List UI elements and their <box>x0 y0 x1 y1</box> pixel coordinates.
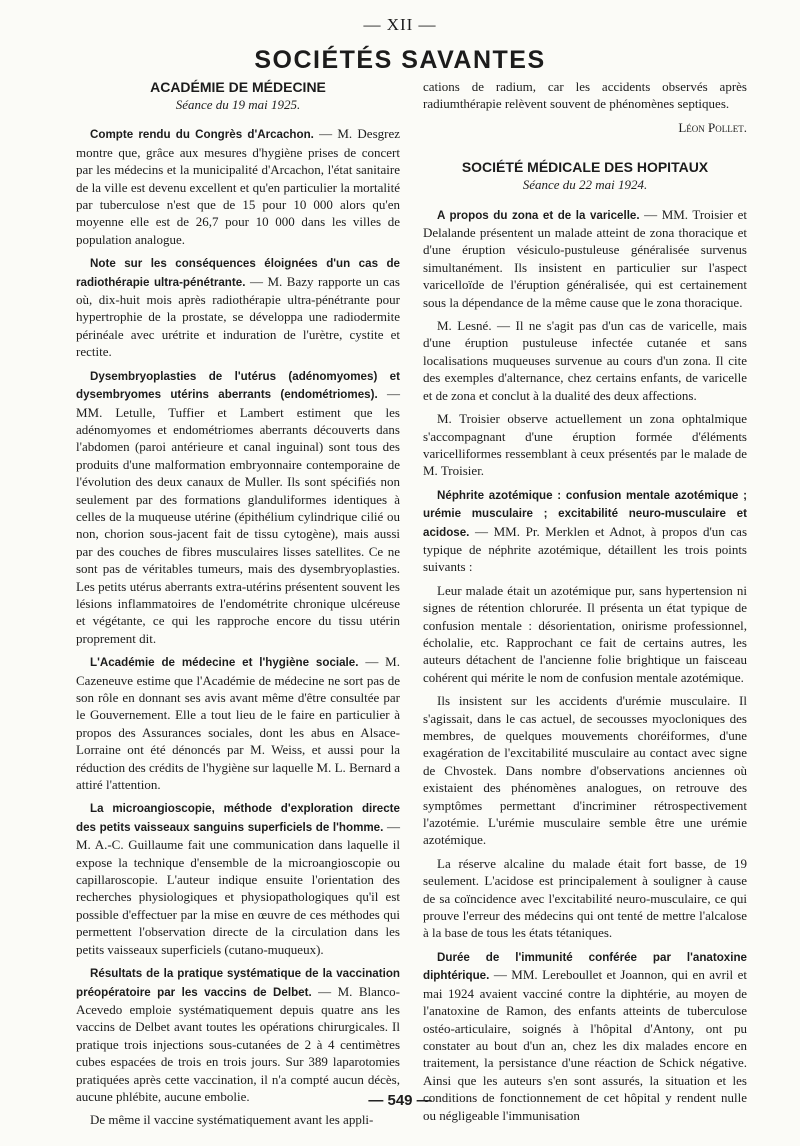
article-lead: L'Académie de médecine et l'hygiène sociale. <box>90 656 359 670</box>
article-lead: Compte rendu du Congrès d'Arcachon. <box>90 128 314 142</box>
article-lead: La microangioscopie, méthode d'exploration directe des petits vaisseaux sanguins superficiels de l'homme. <box>76 802 400 834</box>
article-hygiene-sociale <box>76 653 400 793</box>
article-paragraph: Ils insistent sur les accidents d'urémie musculaire. Il s'agissait, dans le cas actuel, de secousses myocloniques des membres, de quelques mouvements choréiformes, d'une exagération de l'excitabilité musculaire au contact avec signe de Chvostek. Dans nombre d'observations anciennes où existaient des phénomènes analogues, on retrouve des symptômes permettant d'incriminer rétrospectivement l'azotémie. L'urémie musculaire semble être une urémie azotémique. <box>423 693 747 848</box>
column-right <box>423 78 747 1130</box>
article-paragraph: De même il vaccine systématiquement avant les appli- <box>90 1112 374 1128</box>
article-body: — M. Cazeneuve estime que l'Académie de médecine ne sort pas de son rôle en donnant ses avis avant même d'être consultée par le Gouvernement. Elle a tout lieu de le faire en particulier à propos des Assurances sociales, dont les abus en Alsace-Lorraine ont été dénoncés par M. Weiss, et aussi pour la réduction des crédits de l'hygiène sur laquelle M. L. Bernard a attiré l'attention. <box>76 654 400 793</box>
article-lead: Note sur les conséquences éloignées d'un cas de radiothérapie ultra-pénétrante. <box>76 257 400 289</box>
article-lead: Durée de l'immunité conférée par l'anatoxine diphtérique. <box>423 950 747 983</box>
article-paragraph: M. Troisier observe actuellement un zona ophtalmique s'accompagnant d'une éruption formée d'éléments varicelliformes ressemblant à ceux présentés par le malade de M. Troisier. <box>423 411 747 479</box>
article-lead: Néphrite azotémique : confusion mentale azotémique ; urémie musculaire ; excitabilité neuro-musculaire et acidose. <box>423 488 747 539</box>
article-body: — M. Blanco-Acevedo emploie systématiquement depuis quatre ans les vaccins de Delbet avant toutes les opérations chirurgicales. Il pratique trois injections sous-cutanées de 2 à 4 centimètres cubes espacées de trois en trois jours. Sur 389 laparotomies pratiquées après cette vaccination, il n'a compté aucun décès, aucune phlébite, aucune embolie. <box>76 983 400 1104</box>
article-microangioscopie <box>76 799 400 958</box>
article-body: — M. Desgrez montre que, grâce aux mesures d'hygiène prises de concert par les médecins et la municipalité d'Arcachon, l'état sanitaire de la ville est devenu excellent et qu'en particulier la mortalité par tuberculose n'est que de 15 pour 10 000 alors qu'en moyenne elle est de 26,7 pour 10 000 dans les villes de population analogue. <box>76 126 400 247</box>
article-congres-arcachon <box>76 125 400 248</box>
article-body: — MM. Letulle, Tuffier et Lambert estiment que les adénomyomes et endométriomes aberrants découverts dans l'abdomen (paroi antérieure et canal inguinal) sont tous des produits d'une malformation embryonnaire contemporaine de l'évolution des deux canaux de Muller. Ils sont spécifiés non seulement par des formations glanduliformes identiques à celles de la muqueuse utérine (épithélium cylindrique cilié ou non, chorion sous-jacent fait de tissu cytogène), mais aussi par des couches de fibres musculaires lisses satellites. Ce ne sont pas de véritables tumeurs, mais des dysembryoplasties. Les petits utérus aberrants extra-utérins présentent souvent les lésions inflammatoires de l'endométrite chronique ulcéreuse et végétante, ce qui les rapproche encore du tissu utérin proprement dit. <box>76 386 400 646</box>
author-signature: Léon Pollet. <box>678 119 747 135</box>
article-paragraph: La réserve alcaline du malade était fort basse, de 19 seulement. L'acidose est principalement à souligner à cause de sa coïncidence avec l'excitabilité neuro-musculaire, ce qui prouve l'erreur des médecins qui ont tenté de mettre l'alcalose à la base de tous les états tétaniques. <box>423 855 747 941</box>
page-roman-numeral: — XII — <box>363 15 437 34</box>
article-lead: Dysembryoplasties de l'utérus (adénomyomes) et dysembryomes utérins aberrants (endométriomes). <box>76 369 400 402</box>
article-paragraph: M. Lesné. — Il ne s'agit pas d'un cas de varicelle, mais d'une éruption pustuleuse infectée cutanée et sans localisations muqueuses survenue au cours d'un zona. Il cite des exemples d'alternance, chez certains enfants, de varicelle et de zona et conclut à la dualité des deux affections. <box>423 318 747 403</box>
article-body: — MM. Lereboullet et Joannon, qui en avril et mai 1924 avaient vacciné contre la diphtérie, au moyen de l'anatoxine de Ramon, des enfants atteints de tuberculose ostéo-articulaire, soignés à l'hôpital d'Antony, ont pu constater au bout d'un an, chez les dix malades encore en traitement, la persistance d'une réaction de Schick négative. Ainsi que les auteurs s'en sont assurés, la situation et les conditions de fonctionnement de cet hôpital y rendent nulle ou négligeable l'immunisation <box>423 967 747 1123</box>
article-lead: A propos du zona et de la varicelle. <box>437 208 640 222</box>
seance-date: Séance du 22 mai 1924. <box>522 177 648 193</box>
article-radiotherapie <box>76 254 400 360</box>
article-continuation: cations de radium, car les accidents observés après radiumthérapie relèvent souvent de phénomènes septiques. <box>423 79 747 112</box>
article-body: — M. Bazy rapporte un cas où, dix-huit mois après radiothérapie ultra-pénétrante pour hypertrophie de la prostate, se développa une radiodermite périnéale avec urétrite et induration de l'urètre, cystite et rectite. <box>76 273 400 360</box>
article-nephrite <box>423 486 747 576</box>
article-body: — M. A.-C. Guillaume fait une communication dans laquelle il expose la technique d'ensemble de la microangioscopie ou capillaroscopie. L'auteur indique ensuite l'orientation des recherches physiologiques et physiopathologiques qu'il est possible d'effectuer par la mise en œuvre de ces méthodes qui permettent l'observation directe de la circulation dans les petits vaisseaux superficiels (cutano-muqueux). <box>76 818 401 957</box>
article-dysembryoplasties <box>76 367 400 648</box>
article-body: — MM. Pr. Merklen et Adnot, à propos d'un cas typique de néphrite azotémique, détaillent les trois points suivants : <box>423 523 747 575</box>
article-zona-varicelle <box>423 206 747 311</box>
article-body: — MM. Troisier et Delalande présentent un malade atteint de zona thoracique et d'une éruption vésiculo-pustuleuse généralisée survenus simultanément. Ils insistent en particulier sur l'aspect varicelloïde de l'éruption généralisée, qui est certainement sous la dépendance de la même cause que le zona thoracique. <box>423 206 747 310</box>
section-title-academie: ACADÉMIE DE MÉDECINE <box>150 79 326 95</box>
article-lead: Résultats de la pratique systématique de la vaccination préopératoire par les vaccins de Delbet. <box>76 967 400 999</box>
column-left <box>76 78 400 1135</box>
section-title-societe: SOCIÉTÉ MÉDICALE DES HOPITAUX <box>461 159 709 176</box>
article-vaccination <box>76 964 400 1105</box>
page-number: — 549 — <box>368 1092 432 1109</box>
article-paragraph: Leur malade était un azotémique pur, sans hypertension ni signes de rétention chlorurée. Il présenta un état typique de confusion mentale : désorientation, onirisme professionnel, écholalie, etc. Rapprochant ce fait de certains autres, les auteurs détachent de l'ancienne folie brightique un faisceau cohérent qui mérite le nom de confusion mentale azotémique. <box>423 582 747 685</box>
seance-date: Séance du 19 mai 1925. <box>175 97 301 112</box>
page-title: SOCIÉTÉS SAVANTES <box>254 46 546 74</box>
